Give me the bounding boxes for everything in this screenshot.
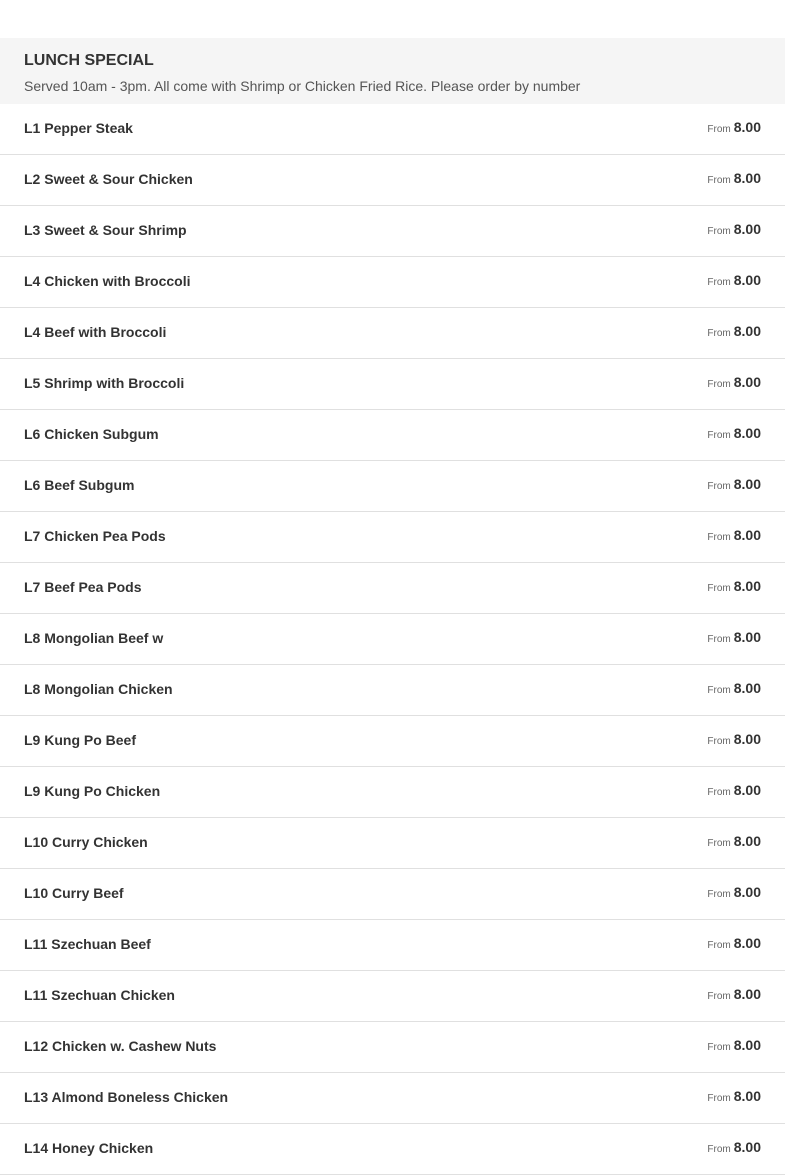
price-value: 8.00	[733, 272, 761, 288]
menu-item[interactable]	[0, 359, 785, 410]
price-from-label: From	[707, 226, 731, 237]
menu-item-price	[707, 1087, 761, 1108]
menu-item-name: L7 Beef Pea Pods	[24, 579, 142, 595]
menu-item-price	[707, 985, 761, 1006]
menu-item[interactable]	[0, 308, 785, 359]
menu-item-name: L5 Shrimp with Broccoli	[24, 375, 185, 391]
price-from-label: From	[707, 481, 731, 492]
menu-item-price	[707, 526, 761, 547]
menu-item-name: L4 Chicken with Broccoli	[24, 273, 191, 289]
menu-item-name: L14 Honey Chicken	[24, 1140, 154, 1156]
price-value: 8.00	[733, 782, 761, 798]
price-value: 8.00	[733, 374, 761, 390]
price-value: 8.00	[733, 833, 761, 849]
price-value: 8.00	[733, 884, 761, 900]
price-from-label: From	[707, 787, 731, 798]
price-from-label: From	[707, 328, 731, 339]
price-from-label: From	[707, 736, 731, 747]
menu-item[interactable]	[0, 206, 785, 257]
menu-item-price	[707, 1036, 761, 1057]
price-from-label: From	[707, 940, 731, 951]
menu-item-name: L8 Mongolian Chicken	[24, 681, 173, 697]
menu-item-name: L2 Sweet & Sour Chicken	[24, 171, 193, 187]
price-from-label: From	[707, 175, 731, 186]
menu-item[interactable]	[0, 971, 785, 1022]
menu-item-name: L6 Chicken Subgum	[24, 426, 159, 442]
menu-item[interactable]	[0, 410, 785, 461]
menu-item-price	[707, 220, 761, 241]
menu-item-name: L11 Szechuan Beef	[24, 936, 151, 952]
menu-item[interactable]	[0, 1073, 785, 1124]
menu-item-name: L7 Chicken Pea Pods	[24, 528, 166, 544]
menu-item-name: L10 Curry Beef	[24, 885, 124, 901]
price-value: 8.00	[733, 578, 761, 594]
menu-item-price	[707, 322, 761, 343]
price-value: 8.00	[733, 629, 761, 645]
price-value: 8.00	[733, 1037, 761, 1053]
price-from-label: From	[707, 889, 731, 900]
menu-item-name: L12 Chicken w. Cashew Nuts	[24, 1038, 217, 1054]
menu-item-name: L10 Curry Chicken	[24, 834, 148, 850]
price-value: 8.00	[733, 1088, 761, 1104]
menu-item[interactable]	[0, 563, 785, 614]
price-from-label: From	[707, 991, 731, 1002]
price-value: 8.00	[733, 1139, 761, 1155]
menu-item[interactable]	[0, 1022, 785, 1073]
price-value: 8.00	[733, 323, 761, 339]
price-from-label: From	[707, 532, 731, 543]
price-from-label: From	[707, 583, 731, 594]
menu-item-price	[707, 373, 761, 394]
price-from-label: From	[707, 685, 731, 696]
menu-item-price	[707, 424, 761, 445]
menu-item[interactable]	[0, 614, 785, 665]
menu-item-price	[707, 628, 761, 649]
price-from-label: From	[707, 1042, 731, 1053]
menu-item-name: L11 Szechuan Chicken	[24, 987, 175, 1003]
menu-item[interactable]	[0, 461, 785, 512]
menu-item-price	[707, 1138, 761, 1159]
menu-item[interactable]	[0, 665, 785, 716]
menu-item-price	[707, 730, 761, 751]
menu-item[interactable]	[0, 767, 785, 818]
menu-item-price	[707, 169, 761, 190]
price-value: 8.00	[733, 731, 761, 747]
menu-item-price	[707, 475, 761, 496]
menu-item[interactable]	[0, 920, 785, 971]
menu-item-price	[707, 679, 761, 700]
menu-item-name: L8 Mongolian Beef w	[24, 630, 164, 646]
menu-item-name: L3 Sweet & Sour Shrimp	[24, 222, 187, 238]
menu-item[interactable]	[0, 257, 785, 308]
menu-item-price	[707, 118, 761, 139]
menu-item-name: L13 Almond Boneless Chicken	[24, 1089, 229, 1105]
menu-item-name: L6 Beef Subgum	[24, 477, 135, 493]
price-value: 8.00	[733, 476, 761, 492]
menu-item-price	[707, 271, 761, 292]
menu-item[interactable]	[0, 155, 785, 206]
price-from-label: From	[707, 379, 731, 390]
price-from-label: From	[707, 1144, 731, 1155]
price-value: 8.00	[733, 986, 761, 1002]
menu-item[interactable]	[0, 818, 785, 869]
menu-item-name: L9 Kung Po Chicken	[24, 783, 161, 799]
price-value: 8.00	[733, 527, 761, 543]
menu-item-price	[707, 883, 761, 904]
menu-item-price	[707, 781, 761, 802]
section-title: LUNCH SPECIAL	[24, 52, 154, 69]
menu-item[interactable]	[0, 104, 785, 155]
menu-item-price	[707, 832, 761, 853]
price-value: 8.00	[733, 935, 761, 951]
price-from-label: From	[707, 1093, 731, 1104]
menu-item-name: L4 Beef with Broccoli	[24, 324, 167, 340]
top-spacer	[0, 0, 785, 38]
menu-item-list	[0, 104, 785, 1175]
price-from-label: From	[707, 124, 731, 135]
price-value: 8.00	[733, 425, 761, 441]
menu-item-price	[707, 934, 761, 955]
price-from-label: From	[707, 634, 731, 645]
menu-item[interactable]	[0, 869, 785, 920]
menu-item[interactable]	[0, 512, 785, 563]
menu-item-name: L1 Pepper Steak	[24, 120, 133, 136]
price-from-label: From	[707, 277, 731, 288]
price-from-label: From	[707, 838, 731, 849]
price-value: 8.00	[733, 680, 761, 696]
price-value: 8.00	[733, 119, 761, 135]
menu-item-name: L9 Kung Po Beef	[24, 732, 137, 748]
menu-item-price	[707, 577, 761, 598]
menu-item[interactable]	[0, 1124, 785, 1175]
section-header	[0, 38, 785, 104]
price-from-label: From	[707, 430, 731, 441]
price-value: 8.00	[733, 170, 761, 186]
price-value: 8.00	[733, 221, 761, 237]
section-description: Served 10am - 3pm. All come with Shrimp or Chicken Fried Rice. Please order by number	[24, 78, 581, 94]
menu-item[interactable]	[0, 716, 785, 767]
